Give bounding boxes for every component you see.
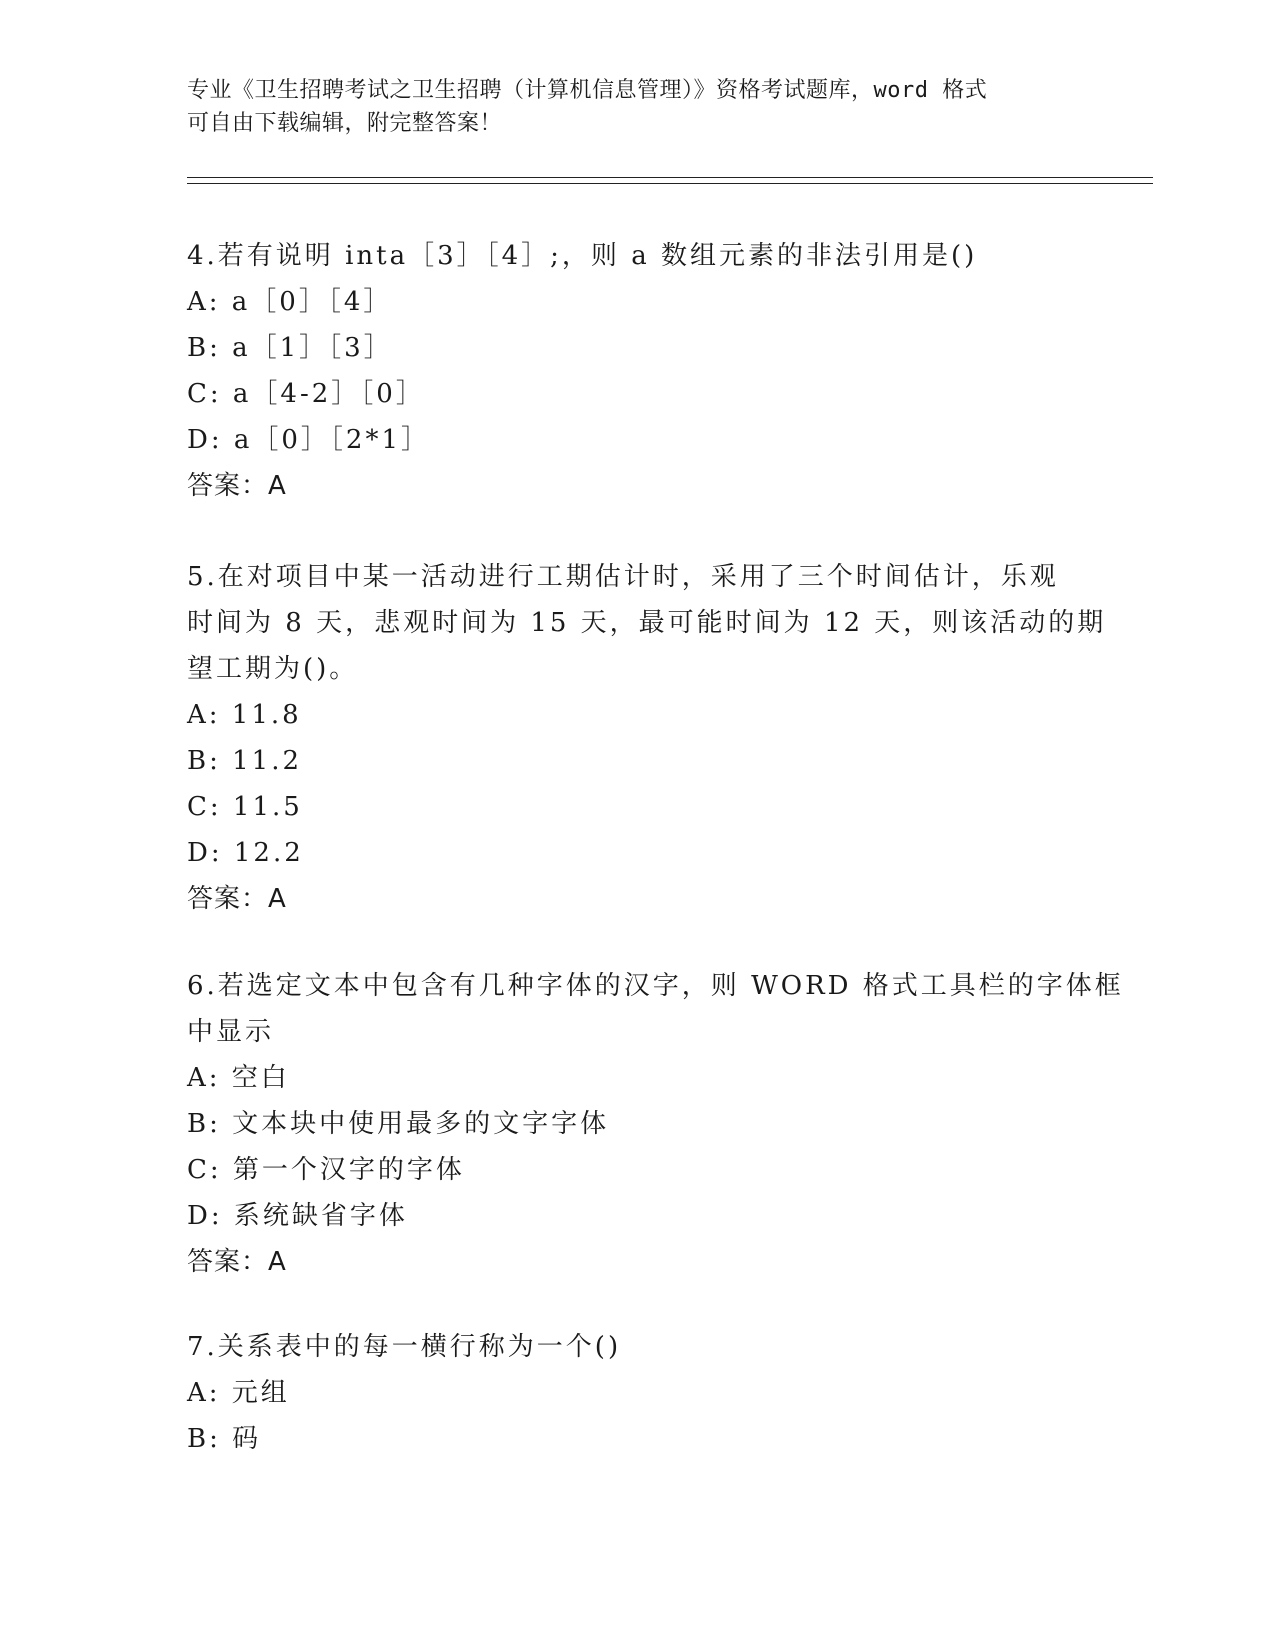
document-header (187, 74, 1067, 140)
answer-line: 答案：A (187, 1247, 287, 1277)
question-stem: 4.若有说明 inta［3］［4］;，则 a 数组元素的非法引用是() (187, 241, 978, 271)
question-7 (187, 1324, 1087, 1462)
question-stem: 望工期为()。 (187, 654, 359, 684)
option-c: C: 11.5 (187, 792, 303, 822)
option-b: B: a［1］［3］ (187, 333, 393, 363)
answer-line: 答案：A (187, 471, 287, 501)
option-d: D: 12.2 (187, 838, 304, 868)
option-a: A: 元组 (187, 1378, 290, 1408)
option-b: B: 码 (187, 1424, 262, 1454)
header-divider-top (187, 177, 1153, 178)
question-6 (187, 963, 1124, 1285)
option-a: A: 空白 (187, 1063, 290, 1093)
option-b: B: 11.2 (187, 746, 303, 776)
question-stem: 5.在对项目中某一活动进行工期估计时，采用了三个时间估计，乐观 (187, 562, 1059, 592)
option-b: B: 文本块中使用最多的文字字体 (187, 1109, 610, 1139)
question-stem: 7.关系表中的每一横行称为一个() (187, 1332, 622, 1362)
answer-line: 答案：A (187, 884, 287, 914)
option-c: C: a［4-2］［0］ (187, 379, 425, 409)
question-5 (187, 554, 1107, 922)
question-stem: 6.若选定文本中包含有几种字体的汉字，则 WORD 格式工具栏的字体框 (187, 971, 1124, 1001)
option-a: A: 11.8 (187, 700, 302, 730)
question-stem: 中显示 (187, 1017, 275, 1047)
option-d: D: 系统缺省字体 (187, 1201, 408, 1231)
option-d: D: a［0］［2*1］ (187, 425, 430, 455)
question-stem: 时间为 8 天，悲观时间为 15 天，最可能时间为 12 天，则该活动的期 (187, 608, 1107, 638)
header-line-2: 可自由下载编辑，附完整答案！ (187, 111, 503, 136)
option-c: C: 第一个汉字的字体 (187, 1155, 465, 1185)
question-4 (187, 233, 1087, 509)
header-divider-bottom (187, 183, 1153, 184)
header-line-1: 专业《卫生招聘考试之卫生招聘（计算机信息管理）》资格考试题库，word 格式 (187, 78, 988, 103)
option-a: A: a［0］［4］ (187, 287, 393, 317)
